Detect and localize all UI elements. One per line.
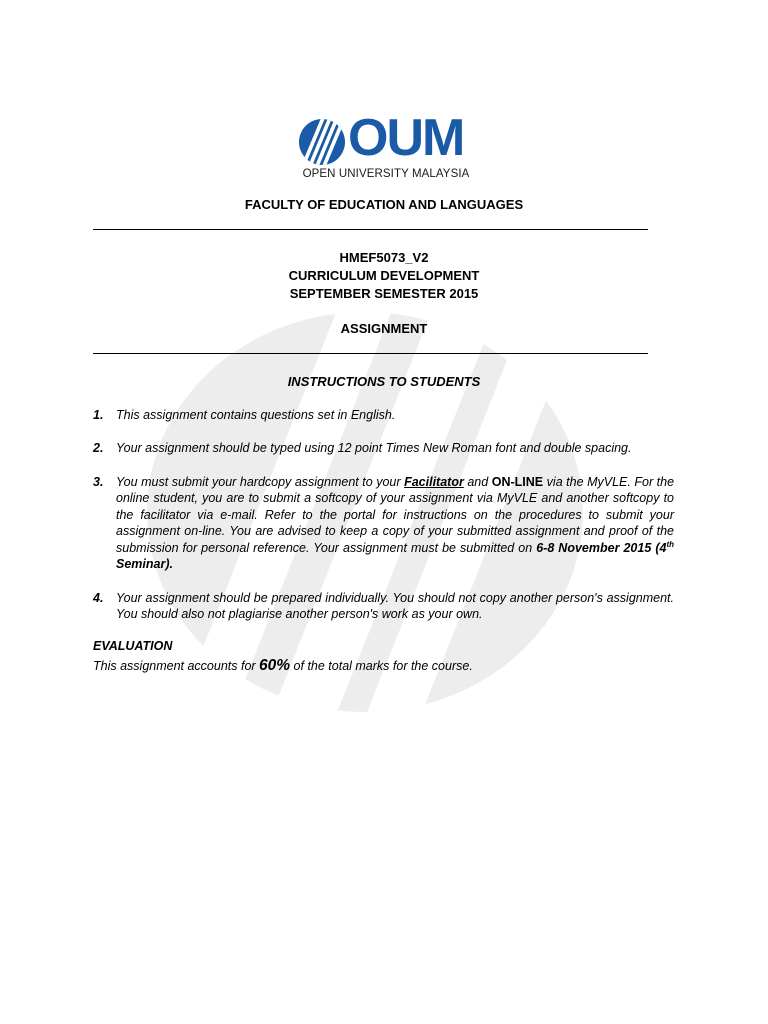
submission-date-superscript: th: [666, 539, 674, 549]
divider-bottom: [93, 353, 648, 354]
item-text: Your assignment should be prepared individually. You should not copy another person's assignment. You should also not plagiarise another person's work as your own.: [116, 591, 674, 622]
evaluation-percent: 60%: [259, 657, 291, 674]
item-number: 4.: [93, 591, 104, 605]
logo-wordmark: OUM: [348, 109, 464, 167]
oum-logo-icon: [298, 118, 346, 166]
oum-logo: [298, 109, 474, 184]
item-text: Your assignment should be typed using 12 point Times New Roman font and double spacing.: [116, 441, 632, 455]
document-type: ASSIGNMENT: [340, 321, 428, 336]
item-text: This assignment contains questions set in English.: [116, 408, 396, 422]
evaluation-text-part: of the total marks for the course.: [290, 659, 473, 673]
semester: SEPTEMBER SEMESTER 2015: [289, 286, 479, 301]
item-number: 1.: [93, 408, 104, 422]
faculty-title: FACULTY OF EDUCATION AND LANGUAGES: [244, 197, 524, 212]
submission-date-end: Seminar).: [116, 557, 173, 572]
facilitator-emphasis: Facilitator: [404, 475, 464, 489]
logo-subtitle: OPEN UNIVERSITY MALAYSIA: [302, 168, 470, 180]
divider-top: [93, 229, 648, 230]
evaluation-heading: EVALUATION: [93, 639, 173, 653]
item-number: 2.: [93, 441, 104, 455]
evaluation-text-part: This assignment accounts for: [93, 659, 260, 673]
evaluation-text: [93, 657, 473, 675]
item-text-part: and: [463, 475, 492, 489]
instructions-title: INSTRUCTIONS TO STUDENTS: [287, 374, 481, 389]
online-emphasis: ON-LINE: [491, 475, 544, 489]
course-code: HMEF5073_V2: [339, 250, 429, 265]
item-text-part: via the MyVLE. For the online student, you are to submit a softcopy of your assignment via MyVLE and another softcopy to the facilitator via e-mail. Refer to the portal for instructions on the procedures to submit your assignment on-line. You are advised to keep a copy of your submitted assignment and proof of the submission for personal reference. Your assignment must be submitted on: [116, 475, 675, 555]
item-number: 3.: [93, 475, 104, 489]
submission-date: 6-8 November 2015 (4: [536, 540, 667, 555]
course-name: CURRICULUM DEVELOPMENT: [288, 268, 480, 283]
item-text: [116, 474, 674, 572]
item-text-part: You must submit your hardcopy assignment to your: [116, 475, 405, 489]
